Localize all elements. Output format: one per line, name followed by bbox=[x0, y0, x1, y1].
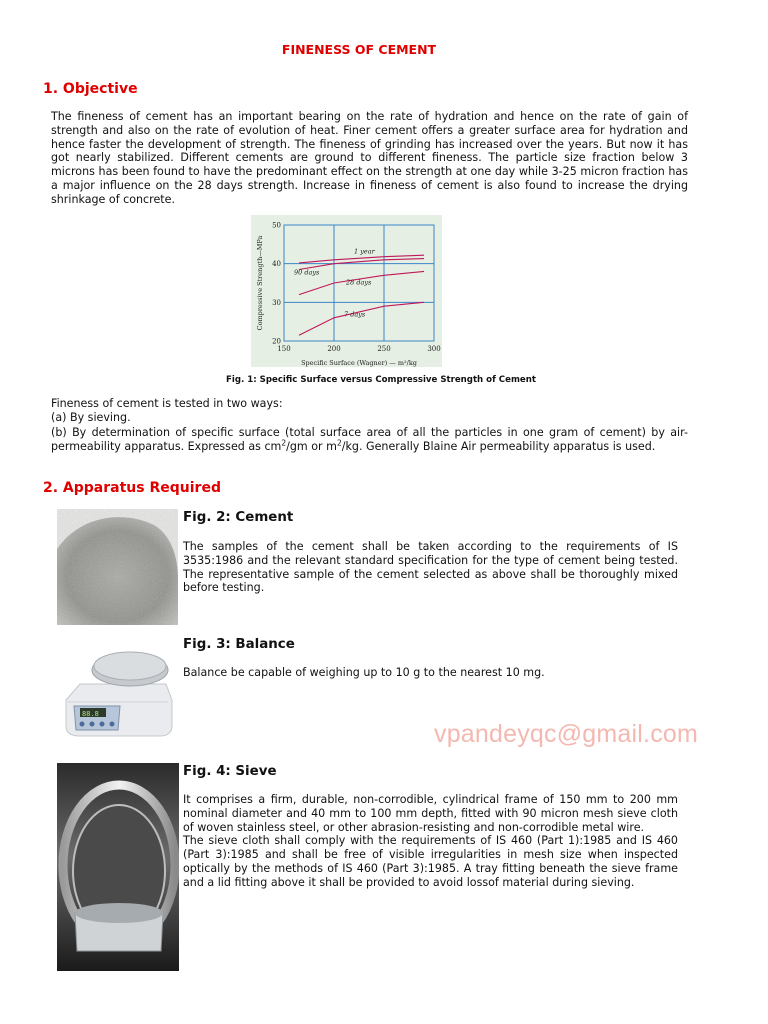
balance-display: 88.8 bbox=[82, 710, 99, 718]
y-tick-label: 20 bbox=[272, 337, 281, 346]
series-line bbox=[299, 302, 424, 335]
test-method-specific-surface: (b) By determination of specific surface (total surface area of all the particles in one gram of cement) by air-permeability apparatus. Expressed as $cm^2/gm$ or $m^2/kg$. Generally Blaine Air permeability apparatus is used. bbox=[51, 425, 688, 453]
figure-4-text-frame: It comprises a firm, durable, non-corrodible, cylindrical frame of 150 mm to 200 mm nominal diameter and 40 mm to 100 mm depth, fitted with 90 micron mesh sieve cloth of woven stainless steel, or other abrasion-resisting and non-corrodible metal wire. bbox=[183, 793, 678, 834]
figure-3-title: Fig. 3: Balance bbox=[183, 637, 295, 652]
series-label: 28 days bbox=[346, 278, 372, 287]
figure-4-title: Fig. 4: Sieve bbox=[183, 764, 277, 779]
strength-chart-svg bbox=[251, 215, 442, 367]
cement-photo bbox=[57, 509, 178, 625]
test-method-sieving: (a) By sieving. bbox=[51, 411, 131, 425]
figure-2-title: Fig. 2: Cement bbox=[183, 510, 294, 525]
figure-4-text-cloth: The sieve cloth shall comply with the requirements of IS 460 (Part 1):1985 and IS 460 (Part 3):1985 and shall be free of visible irregularities in mesh size when inspected optically by the methods of IS 460 (Part 3):1985. A tray fitting beneath the sieve frame and a lid fitting above it shall be provided to avoid lossof material during sieving. bbox=[183, 834, 678, 889]
balance-photo bbox=[60, 640, 176, 740]
x-tick-label: 150 bbox=[277, 345, 291, 353]
test-methods-intro: Fineness of cement is tested in two ways: bbox=[51, 397, 283, 410]
page-title: FINENESS OF CEMENT bbox=[281, 42, 437, 57]
section-heading-apparatus: 2. Apparatus Required bbox=[43, 480, 221, 496]
figure-1-chart bbox=[251, 215, 442, 367]
y-tick-label: 40 bbox=[272, 260, 281, 269]
series-label: 7 days bbox=[344, 310, 366, 319]
x-tick-label: 250 bbox=[377, 345, 391, 353]
x-tick-label: 300 bbox=[427, 345, 441, 353]
email-watermark: vpandeyqc@gmail.com bbox=[434, 720, 699, 748]
figure-4-text bbox=[183, 793, 678, 890]
figure-1-caption: Fig. 1: Specific Surface versus Compressive Strength of Cement bbox=[226, 375, 536, 385]
objective-paragraph: The fineness of cement has an important bearing on the rate of hydration and hence on the rate of gain of strength and also on the rate of evolution of heat. Finer cement offers a greater surface area for hydration and hence faster the development of strength. The fineness of grinding has increased over the years. But now it has got nearly stabilized. Different cements are ground to different fineness. The particle size fraction below 3 microns has been found to have the predominant effect on the strength at one day while 3-25 micron fraction has a major influence on the 28 days strength. Increase in fineness of cement is also found to increase the drying shrinkage of concrete. bbox=[51, 110, 688, 206]
figure-2-text: The samples of the cement shall be taken according to the requirements of IS 3535:1986 and the relevant standard specification for the type of cement being tested. The representative sample of the cement selected as above shall be thoroughly mixed before testing. bbox=[183, 540, 678, 595]
figure-3-text: Balance be capable of weighing up to 10 g to the nearest 10 mg. bbox=[183, 666, 545, 679]
x-axis-label: Specific Surface (Wagner) — m²/kg bbox=[301, 359, 417, 367]
chart-curves bbox=[299, 255, 424, 335]
fineness-test-methods bbox=[51, 397, 688, 454]
chart-ticks bbox=[272, 222, 441, 354]
y-tick-label: 30 bbox=[272, 298, 281, 307]
y-axis-label: Compressive Strength—MPa bbox=[256, 235, 264, 331]
y-tick-label: 50 bbox=[272, 221, 281, 230]
section-heading-objective: 1. Objective bbox=[43, 81, 138, 97]
series-label: 90 days bbox=[294, 268, 320, 277]
sieve-photo bbox=[57, 763, 179, 971]
x-tick-label: 200 bbox=[327, 345, 341, 353]
series-label: 1 year bbox=[354, 247, 375, 256]
